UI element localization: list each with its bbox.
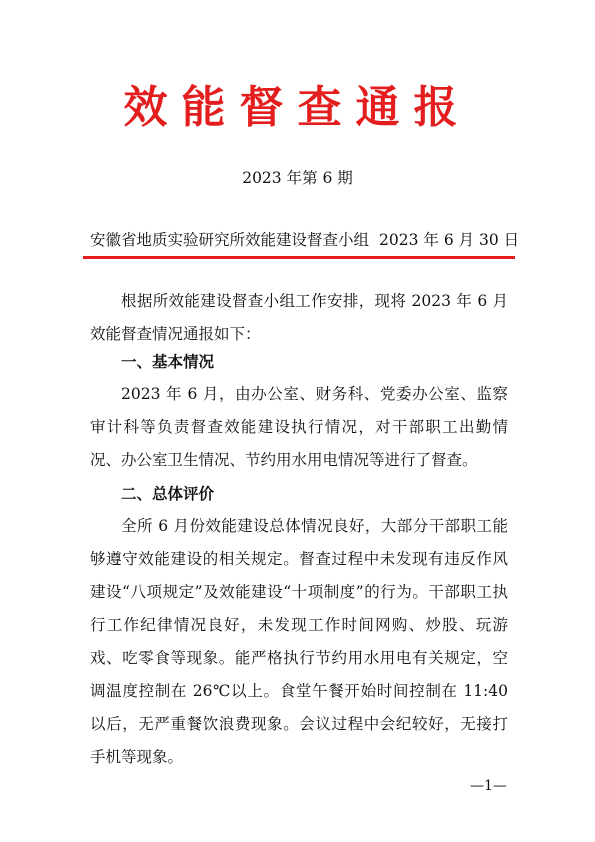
overall-evaluation-paragraph: 全所 6 月份效能建设总体情况良好，大部分干部职工能够遵守效能建设的相关规定。督查过程中未发现有违反作风建设“八项规定”及效能建设“十项制度”的行为。干部职工执行工作纪律情况良好，未发现工作时间网购、炒股、玩游戏、吃零食等现象。能严格执行节约用水用电有关规定，空调温度控制在 26℃以上。食堂午餐开始时间控制在 11:40 以后，无严重餐饮浪费现象。会议过程中会纪较好，无接打手机等现象。 — [90, 517, 508, 766]
intro-paragraph: 根据所效能建设督查小组工作安排，现将 2023 年 6 月效能督查情况通报如下： — [90, 292, 508, 343]
page-number: —1— — [470, 778, 507, 794]
document-masthead-title: 效能督查通报 — [123, 82, 472, 133]
basic-situation-paragraph: 2023 年 6 月，由办公室、财务科、党委办公室、监察审计科等负责督查效能建设执行情况，对干部职工出勤情况、办公室卫生情况、节约用水用电情况等进行了督查。 — [90, 385, 508, 469]
red-header-rule — [83, 256, 515, 259]
section-heading-basic-situation: 一、基本情况 — [121, 352, 215, 371]
issuer-name: 安徽省地质实验研究所效能建设督查小组 — [90, 231, 370, 249]
issuer-line — [90, 230, 519, 250]
section-heading-overall-evaluation: 二、总体评价 — [121, 484, 215, 503]
issue-date: 2023 年 6 月 30 日 — [379, 231, 520, 249]
issue-number: 2023 年第 6 期 — [242, 169, 353, 187]
